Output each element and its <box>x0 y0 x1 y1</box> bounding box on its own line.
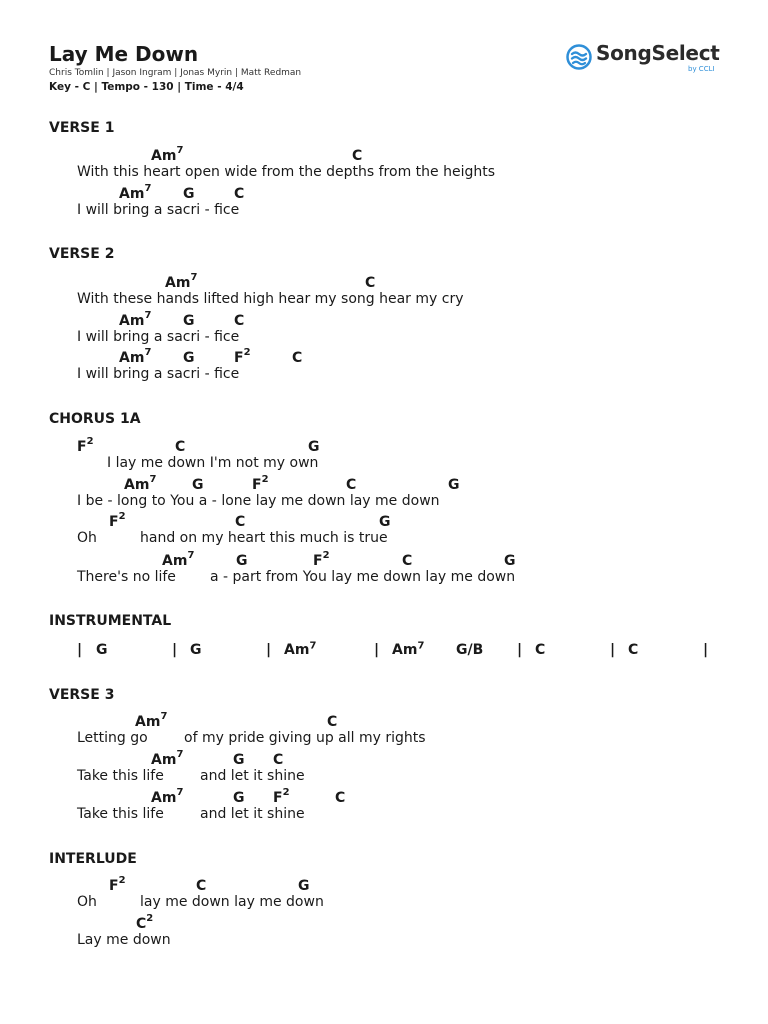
chord: G <box>308 439 320 455</box>
chord: $F^2$ <box>77 436 94 455</box>
chord: G <box>379 514 391 530</box>
chord: C <box>628 642 639 658</box>
lyric-line: With this heart open wide from the depths from the heights <box>77 164 495 180</box>
lyric-line: With these hands lifted high hear my song hear my cry <box>77 291 464 307</box>
chord: Am$^7$ <box>392 640 425 658</box>
barline: | <box>172 642 178 658</box>
chord: Am$^7$ <box>119 347 152 366</box>
lyric-fragment: hand on my heart this much is true <box>140 530 388 546</box>
lyric-fragment: Take this life <box>77 768 164 784</box>
chord: C <box>273 752 284 768</box>
barline: | <box>266 642 272 658</box>
chord: C <box>292 350 303 366</box>
chord: Am$^7$ <box>151 749 184 768</box>
chord: C <box>234 186 245 202</box>
lyric-fragment: a - part from You lay me down lay me down <box>210 569 516 585</box>
chord: G <box>448 477 460 493</box>
chord: C <box>402 553 413 569</box>
song-title: Lay Me Down <box>49 42 199 66</box>
lyric-line: I will bring a sacri - fice <box>77 329 240 345</box>
lyric-line: I lay me down I'm not my own <box>107 455 319 471</box>
section-heading-verse-3: VERSE 3 <box>49 687 115 703</box>
lyric-line: I will bring a sacri - fice <box>77 202 240 218</box>
lyric-fragment: Oh <box>77 530 97 546</box>
chord: Am$^7$ <box>165 272 198 291</box>
chord: C <box>365 275 376 291</box>
chord: G <box>192 477 204 493</box>
songselect-logo-text: SongSelect <box>596 41 720 65</box>
barline: | <box>77 642 83 658</box>
section-heading-chorus-1a: CHORUS 1A <box>49 411 141 427</box>
chord: C <box>346 477 357 493</box>
chord: C <box>235 514 246 530</box>
lyric-fragment: There's no life <box>77 569 176 585</box>
chord: G <box>183 186 195 202</box>
songselect-logo-icon <box>566 44 592 70</box>
chord: G/B <box>456 642 484 658</box>
chord: Am$^7$ <box>119 310 152 329</box>
lyric-fragment: lay me down lay me down <box>140 894 324 910</box>
chord: C <box>175 439 186 455</box>
chord: $F^2$ <box>234 347 251 366</box>
chord: $F^2$ <box>252 474 269 493</box>
section-heading-instrumental: INSTRUMENTAL <box>49 613 172 629</box>
song-meta: Key - C | Tempo - 130 | Time - 4/4 <box>49 81 244 93</box>
songselect-by-ccli: by CCLI <box>688 65 715 73</box>
chord: C <box>327 714 338 730</box>
lyric-fragment: and let it shine <box>200 768 305 784</box>
lyric-fragment: of my pride giving up all my rights <box>184 730 426 746</box>
chord: C <box>335 790 346 806</box>
song-authors: Chris Tomlin | Jason Ingram | Jonas Myrin | Matt Redman <box>49 68 302 78</box>
chord: Am$^7$ <box>135 711 168 730</box>
lyric-fragment: Take this life <box>77 806 164 822</box>
chord: Am$^7$ <box>151 145 184 164</box>
chord: Am$^7$ <box>124 474 157 493</box>
chord: G <box>183 350 195 366</box>
barline: | <box>610 642 616 658</box>
chord: $F^2$ <box>109 875 126 894</box>
chord: Am$^7$ <box>119 183 152 202</box>
chord: G <box>504 553 516 569</box>
lyric-line: Lay me down <box>77 932 171 948</box>
chord: C <box>535 642 546 658</box>
lyric-fragment: Letting go <box>77 730 148 746</box>
lyric-fragment: Oh <box>77 894 97 910</box>
chord: G <box>298 878 310 894</box>
chord: G <box>183 313 195 329</box>
chord: Am$^7$ <box>284 640 317 658</box>
chord: $C^2$ <box>136 913 154 932</box>
lyric-line: I be - long to You a - lone lay me down lay me down <box>77 493 440 509</box>
chord: $F^2$ <box>109 511 126 530</box>
barline: | <box>374 642 380 658</box>
chord: $F^2$ <box>313 550 330 569</box>
chord: G <box>233 752 245 768</box>
barline: | <box>517 642 523 658</box>
section-heading-verse-1: VERSE 1 <box>49 120 115 136</box>
chord: G <box>96 642 108 658</box>
lyric-fragment: and let it shine <box>200 806 305 822</box>
chord: G <box>233 790 245 806</box>
chord: G <box>190 642 202 658</box>
chord: Am$^7$ <box>162 550 195 569</box>
chord: G <box>236 553 248 569</box>
chord: C <box>196 878 207 894</box>
chord: $F^2$ <box>273 787 290 806</box>
chord: C <box>234 313 245 329</box>
lyric-line: I will bring a sacri - fice <box>77 366 240 382</box>
section-heading-verse-2: VERSE 2 <box>49 246 115 262</box>
chord: C <box>352 148 363 164</box>
chord: Am$^7$ <box>151 787 184 806</box>
section-heading-interlude: INTERLUDE <box>49 851 137 867</box>
songselect-logo <box>566 41 726 77</box>
barline: | <box>703 642 709 658</box>
